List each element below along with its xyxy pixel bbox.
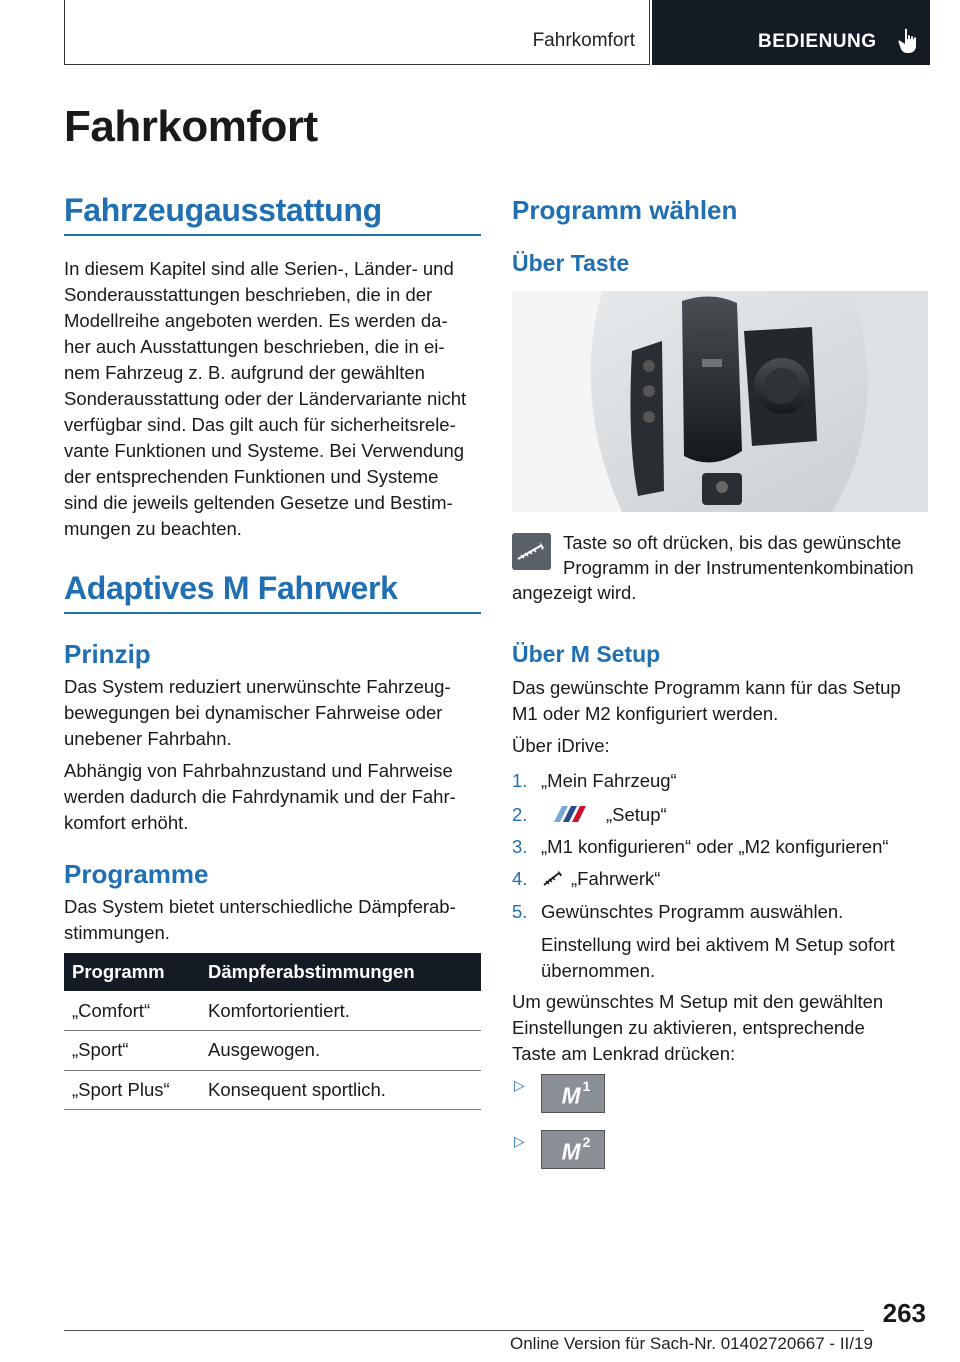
text-line: vante Funktionen und Systeme. Bei Verwendung xyxy=(64,440,465,461)
m2-letter: M xyxy=(561,1138,581,1165)
text-line: werden dadurch die Fahrdynamik und der Fahr- xyxy=(64,786,456,807)
text-line: unebener Fahrbahn. xyxy=(64,728,232,749)
paragraph-ausstattung xyxy=(64,256,466,542)
table-cell: „Comfort“ xyxy=(64,991,200,1031)
text-line: M1 oder M2 konfiguriert werden. xyxy=(512,703,779,724)
step-setup: „Setup“ xyxy=(606,804,667,825)
text-line: verfügbar sind. Das gilt auch für sicherheitsrele- xyxy=(64,414,456,435)
table-cell: „Sport Plus“ xyxy=(64,1070,200,1110)
step-m-konfigurieren: „M1 konfigurieren“ oder „M2 konfigurieren“ xyxy=(541,836,889,857)
table-header-row xyxy=(64,953,481,991)
text-line: Sonderausstattungen beschrieben, die in der xyxy=(64,284,433,305)
footer-text: Online Version für Sach-Nr. 01402720667 - II/19 xyxy=(510,1334,873,1353)
m2-button-icon xyxy=(541,1130,605,1169)
text-line: bewegungen bei dynamischer Fahrweise oder xyxy=(64,702,443,723)
text-line: Einstellungen zu aktivieren, entsprechende xyxy=(512,1017,865,1038)
paragraph-setup xyxy=(512,675,901,727)
paragraph-prinzip xyxy=(64,674,451,752)
center-console-photo xyxy=(512,291,928,512)
heading-fahrzeugausstattung: Fahrzeugausstattung xyxy=(64,192,382,228)
m-drive-key-icon xyxy=(512,533,551,570)
taste-text-line2: Programm in der Instrumentenkombination xyxy=(563,557,914,578)
step-number: 2. xyxy=(512,804,528,825)
heading-rule xyxy=(64,234,481,236)
step-mein-fahrzeug: „Mein Fahrzeug“ xyxy=(541,770,677,791)
header-tab-label: BEDIENUNG xyxy=(758,31,877,52)
step-programm-auswaehlen: Gewünschtes Programm auswählen. xyxy=(541,901,844,922)
text-line: Das gewünschte Programm kann für das Setup xyxy=(512,677,901,698)
heading-ueber-m-setup: Über M Setup xyxy=(512,641,661,667)
header-tab xyxy=(652,0,930,65)
text-line: Sonderausstattung oder der Ländervariante nicht xyxy=(64,388,467,409)
m2-super: 2 xyxy=(582,1135,591,1152)
text-line: mungen zu beachten. xyxy=(64,518,242,539)
footer-rule xyxy=(64,1330,864,1331)
taste-text-line1: Taste so oft drücken, bis das gewünschte xyxy=(563,532,902,553)
heading-ueber-taste: Über Taste xyxy=(512,250,630,276)
damper-table xyxy=(64,953,481,1110)
idrive-label: Über iDrive: xyxy=(512,735,610,756)
paragraph-lenkrad xyxy=(512,989,883,1067)
table-header-daempfer: Dämpferabstimmungen xyxy=(200,953,481,991)
text-line: Das System bietet unterschiedliche Dämpferab- xyxy=(64,896,456,917)
table-cell: Komfortorientiert. xyxy=(200,991,481,1031)
table-row xyxy=(64,1070,481,1110)
table-cell: Konsequent sportlich. xyxy=(200,1070,481,1110)
text-line: Modellreihe angeboten werden. Es werden da- xyxy=(64,310,448,331)
step-number: 5. xyxy=(512,901,528,922)
text-line: Das System reduziert unerwünschte Fahrzeug- xyxy=(64,676,451,697)
step-fahrwerk: „Fahrwerk“ xyxy=(571,868,661,889)
text-line: Um gewünschtes M Setup mit den gewählten xyxy=(512,991,884,1012)
bullet-icon: ▷ xyxy=(514,1077,525,1093)
table-row xyxy=(64,1031,481,1071)
table-cell: Ausgewogen. xyxy=(200,1031,481,1071)
bullet-icon: ▷ xyxy=(514,1133,525,1149)
m1-letter: M xyxy=(561,1082,581,1109)
text-line: nem Fahrzeug z. B. aufgrund der gewählten xyxy=(64,362,425,383)
text-line: Taste am Lenkrad drücken: xyxy=(512,1043,736,1064)
text-line: Abhängig von Fahrbahnzustand und Fahrweise xyxy=(64,760,453,781)
page-title: Fahrkomfort xyxy=(64,102,318,151)
m-stripes-icon xyxy=(548,805,596,823)
text-line: stimmungen. xyxy=(64,922,170,943)
suspension-icon xyxy=(542,868,564,888)
table-row xyxy=(64,991,481,1031)
text-line: sind die jeweils geltenden Gesetze und Bestim- xyxy=(64,492,453,513)
header-frame xyxy=(64,0,650,65)
step5-note xyxy=(541,932,895,984)
step-number: 3. xyxy=(512,836,528,857)
table-header-programm: Programm xyxy=(64,953,200,991)
text-line: In diesem Kapitel sind alle Serien-, Länder- und xyxy=(64,258,454,279)
paragraph-abhaengig xyxy=(64,758,456,836)
text-line: Einstellung wird bei aktivem M Setup sofort xyxy=(541,934,895,955)
text-line: komfort erhöht. xyxy=(64,812,189,833)
text-line: der entsprechenden Funktionen und Systeme xyxy=(64,466,439,487)
step-number: 4. xyxy=(512,868,528,889)
step-number: 1. xyxy=(512,770,528,791)
text-line: her auch Ausstattungen beschrieben, die in ei- xyxy=(64,336,445,357)
m1-super: 1 xyxy=(582,1079,591,1096)
page-number: 263 xyxy=(882,1298,926,1328)
heading-adaptives-m-fahrwerk: Adaptives M Fahrwerk xyxy=(64,570,398,606)
taste-text-line3: angezeigt wird. xyxy=(512,582,637,603)
heading-programm-waehlen: Programm wählen xyxy=(512,195,738,225)
paragraph-programme xyxy=(64,894,456,946)
table-cell: „Sport“ xyxy=(64,1031,200,1071)
heading-rule xyxy=(64,612,481,614)
heading-programme: Programme xyxy=(64,859,209,889)
pointing-hand-icon xyxy=(896,28,920,54)
m1-button-icon xyxy=(541,1074,605,1113)
text-line: übernommen. xyxy=(541,960,656,981)
heading-prinzip: Prinzip xyxy=(64,639,151,669)
header-section-title: Fahrkomfort xyxy=(532,30,635,51)
